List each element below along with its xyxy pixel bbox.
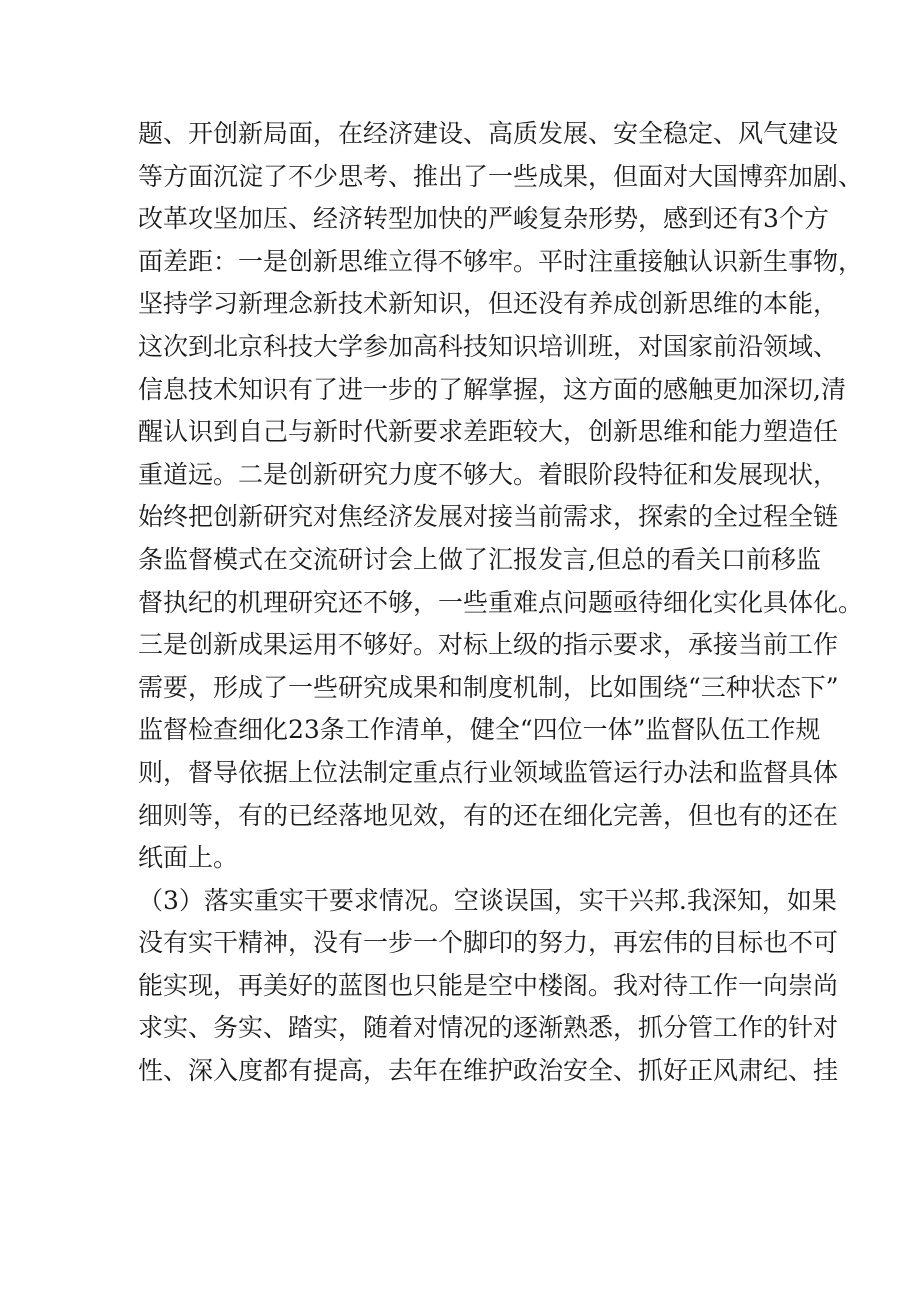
text-line: 等方面沉淀了不少思考、推出了一些成果，但面对大国博弈加剧、 xyxy=(138,161,864,191)
text-line: 题、开创新局面，在经济建设、高质发展、安全稳定、风气建设 xyxy=(138,119,839,148)
text-line: 改革攻坚加压、经济转型加快的严峻复杂形势，感到还有3个方 xyxy=(138,204,829,234)
text-line: 坚持学习新理念新技术新知识，但还没有养成创新思维的本能， xyxy=(138,289,839,319)
text-line: 督执纪的机理研究还不够，一些重难点问题亟待细化实化具体化。 xyxy=(138,587,864,617)
text-line: 纸面上。 xyxy=(138,843,239,873)
section-heading-line: （3）落实重实干要求情况。空谈误国，实干兴邦.我深知，如果 xyxy=(138,885,837,915)
text-line: 醒认识到自己与新时代新要求差距较大，创新思维和能力塑造任 xyxy=(138,417,839,447)
text-line: 性、深入度都有提高，去年在维护政治安全、抓好正风肃纪、挂 xyxy=(138,1056,839,1086)
text-line: 始终把创新研究对焦经济发展对接当前需求，探索的全过程全链 xyxy=(138,502,839,532)
text-line: 求实、务实、踏实，随着对情况的逐渐熟悉，抓分管工作的针对 xyxy=(138,1013,839,1043)
text-line: 条监督模式在交流研讨会上做了汇报发言,但总的看关口前移监 xyxy=(138,544,821,574)
text-line: 能实现，再美好的蓝图也只能是空中楼阁。我对待工作一向崇尚 xyxy=(138,970,839,1000)
text-line: 细则等，有的已经落地见效，有的还在细化完善，但也有的还在 xyxy=(138,800,839,830)
text-line: 三是创新成果运用不够好。对标上级的指示要求，承接当前工作 xyxy=(138,630,839,660)
text-line: 没有实干精神，没有一步一个脚印的努力，再宏伟的目标也不可 xyxy=(138,928,839,958)
text-line: 监督检查细化23条工作清单，健全“四位一体”监督队伍工作规 xyxy=(138,715,821,745)
text-line: 需要，形成了一些研究成果和制度机制，比如围绕“三种状态下” xyxy=(138,672,839,702)
body-text xyxy=(138,113,864,1093)
text-line: 这次到北京科技大学参加高科技知识培训班，对国家前沿领域、 xyxy=(138,331,839,361)
text-line: 则，督导依据上位法制定重点行业领域监管运行办法和监督具体 xyxy=(138,757,839,787)
text-line: 重道远。二是创新研究力度不够大。着眼阶段特征和发展现状， xyxy=(138,459,839,489)
text-line: 面差距：一是创新思维立得不够牢。平时注重接触认识新生事物， xyxy=(138,246,864,276)
text-line: 信息技术知识有了进一步的了解掌握，这方面的感触更加深切,清 xyxy=(138,374,846,404)
